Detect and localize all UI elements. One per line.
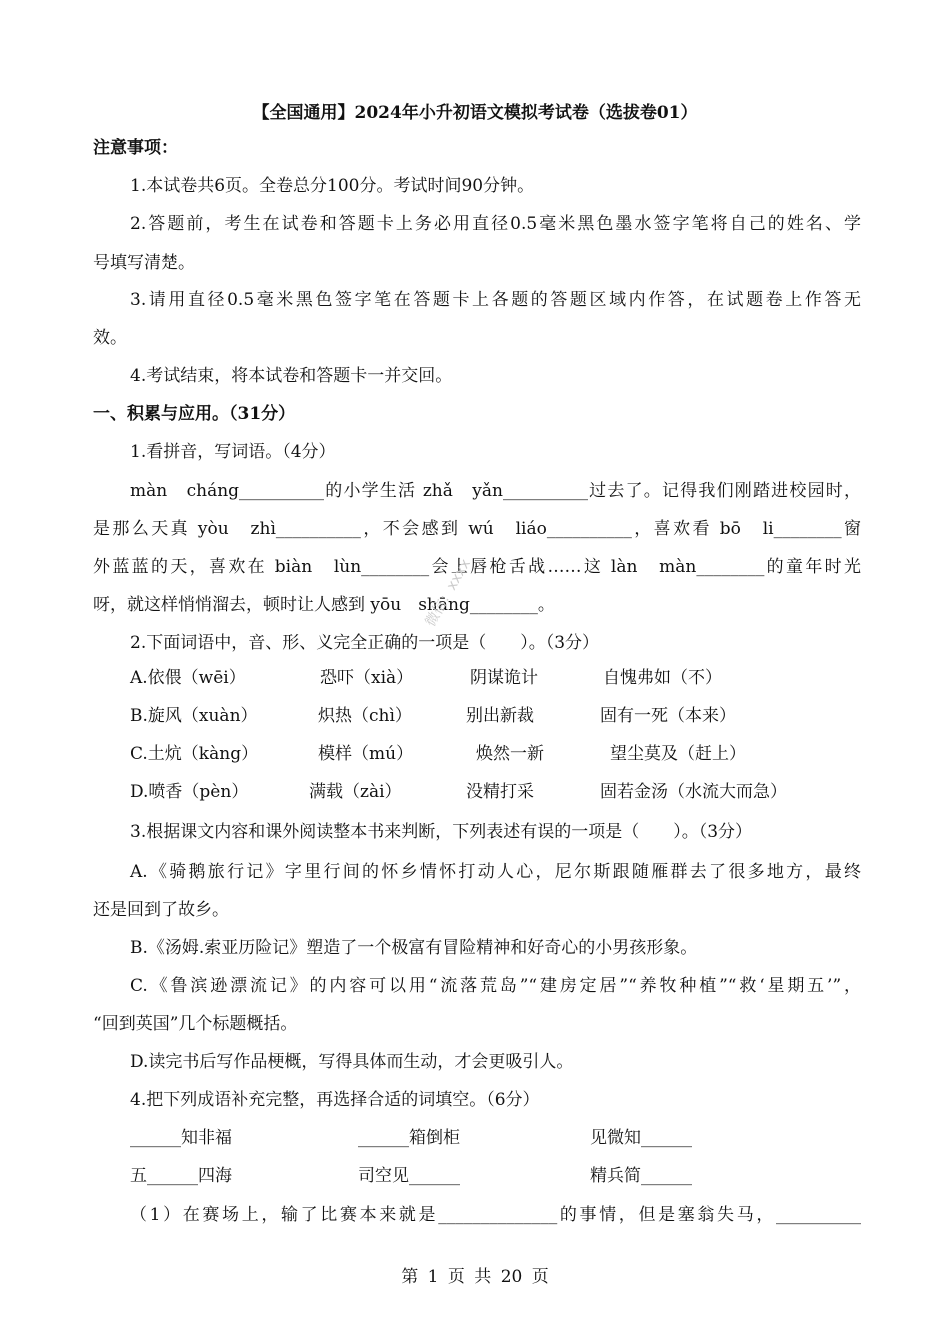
- q3-line: D.读完书后写作品梗概，写得具体而生动，才会更吸引人。: [130, 1052, 574, 1072]
- q2-option: 焕然一新: [476, 744, 544, 764]
- note-line: 3.请用直径0.5毫米黑色签字笔在答题卡上各题的答题区域内作答，在试题卷上作答无: [130, 290, 861, 310]
- q4-idiom: 五______四海: [130, 1166, 232, 1186]
- q4-idiom: ______知非福: [130, 1128, 232, 1148]
- q2-option: 模样（mú）: [318, 744, 414, 764]
- q2-option: 没精打采: [466, 782, 534, 802]
- q4-stem: 4.把下列成语补充完整，再选择合适的词填空。（6分）: [130, 1090, 540, 1110]
- page-footer: 第 1 页 共 20 页: [401, 1267, 549, 1287]
- note-line: 效。: [93, 328, 127, 348]
- q3-stem: 3.根据课文内容和课外阅读整本书来判断，下列表述有误的一项是（ ）。（3分）: [130, 822, 753, 842]
- page-title: 【全国通用】2024年小升初语文模拟考试卷（选拔卷01）: [252, 103, 698, 123]
- note-line: 1.本试卷共6页。全卷总分100分。考试时间90分钟。: [130, 176, 535, 196]
- q3-line: B.《汤姆.索亚历险记》塑造了一个极富有冒险精神和好奇心的小男孩形象。: [130, 938, 698, 958]
- q2-option: 自愧弗如（不）: [603, 668, 722, 688]
- q1-line: màn cháng__________的小学生活 zhǎ yǎn__________过去了。记得我们刚踏进校园时，: [130, 481, 861, 501]
- q2-option: 恐吓（xià）: [320, 668, 414, 688]
- section1-heading: 一、积累与应用。（31分）: [93, 404, 296, 424]
- q3-line: C.《鲁滨逊漂流记》的内容可以用“流落荒岛”“建房定居”“养牧种植”“救‘星期五’”，: [130, 976, 861, 996]
- watermark: 微信：xxxx: [422, 556, 475, 630]
- note-line: 4.考试结束，将本试卷和答题卡一并交回。: [130, 366, 453, 386]
- note-line: 2.答题前，考生在试卷和答题卡上务必用直径0.5毫米黑色墨水签字笔将自己的姓名、学: [130, 214, 861, 234]
- q2-option: 满载（zài）: [309, 782, 402, 802]
- q3-line: 还是回到了故乡。: [93, 900, 229, 920]
- q2-option: A.依偎（wēi）: [130, 668, 246, 688]
- q2-option: 阴谋诡计: [470, 668, 538, 688]
- q4-idiom: 司空见______: [358, 1166, 460, 1186]
- note-line: 号填写清楚。: [93, 253, 195, 273]
- q2-option: 固若金汤（水流大而急）: [600, 782, 787, 802]
- q4-idiom: ______箱倒柜: [358, 1128, 460, 1148]
- q2-option: 望尘莫及（赶上）: [610, 744, 746, 764]
- q2-option: 固有一死（本来）: [600, 706, 736, 726]
- notes-heading: 注意事项：: [93, 138, 178, 158]
- q3-line: A.《骑鹅旅行记》字里行间的怀乡情怀打动人心，尼尔斯跟随雁群去了很多地方，最终: [130, 862, 861, 882]
- q1-stem: 1.看拼音，写词语。（4分）: [130, 442, 336, 462]
- q4-sub1: （1）在赛场上，输了比赛本来就是______________的事情，但是塞翁失马，__________: [130, 1205, 861, 1225]
- q1-line: 呀，就这样悄悄溜去，顿时让人感到 yōu shāng________。: [93, 595, 555, 615]
- q2-option: B.旋风（xuàn）: [130, 706, 258, 726]
- q1-line: 是那么天真 yòu zhì__________，不会感到 wú liáo__________，喜欢看 bō li________窗: [93, 519, 861, 539]
- q2-option: 别出新裁: [466, 706, 534, 726]
- q2-option: C.土炕（kàng）: [130, 744, 259, 764]
- q4-idiom: 精兵简______: [590, 1166, 692, 1186]
- q3-line: “回到英国”几个标题概括。: [93, 1014, 298, 1034]
- q2-option: 炽热（chì）: [318, 706, 412, 726]
- q2-stem: 2.下面词语中，音、形、义完全正确的一项是（ ）。（3分）: [130, 633, 600, 653]
- q2-option: D.喷香（pèn）: [130, 782, 249, 802]
- q1-line: 外蓝蓝的天，喜欢在 biàn lùn________会上唇枪舌战……这 làn màn________的童年时光: [93, 557, 861, 577]
- q4-idiom: 见微知______: [590, 1128, 692, 1148]
